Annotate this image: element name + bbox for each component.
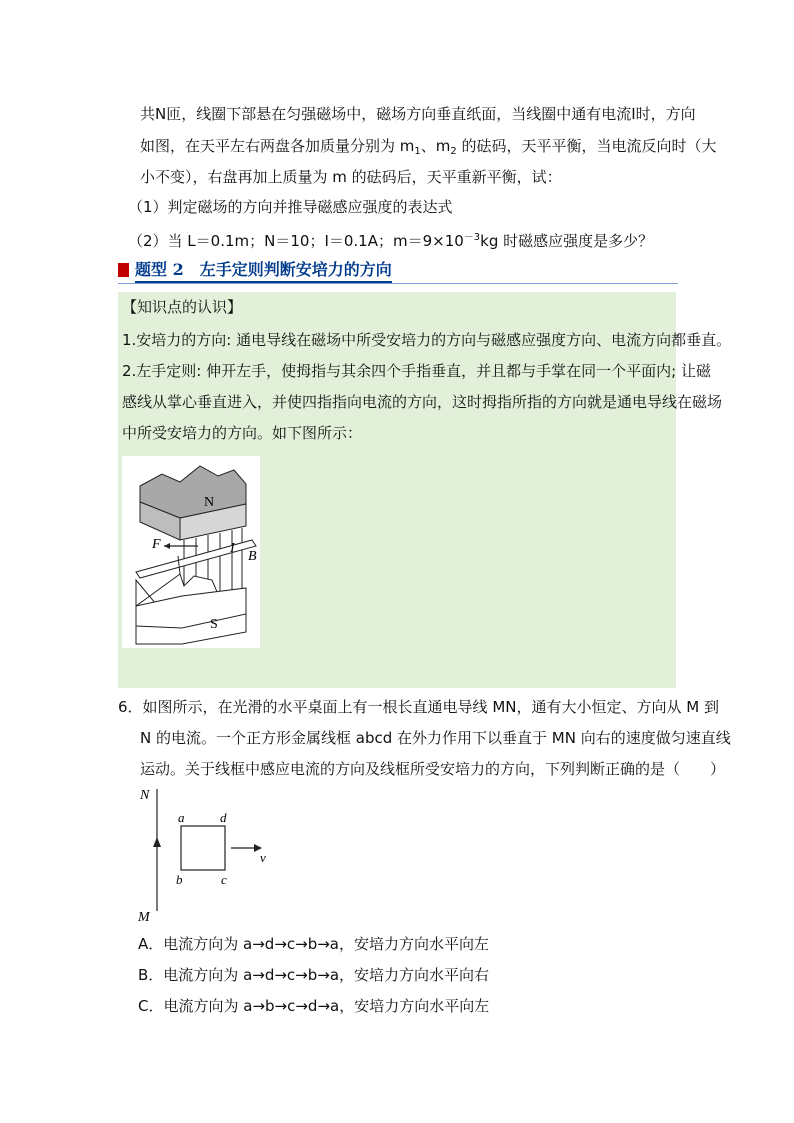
force-arrowhead-icon [164, 543, 170, 549]
knowledge-point-2b: 感线从掌心垂直进入，并使四指指向电流的方向，这时拇指所指的方向就是通电导线在磁场 [122, 393, 723, 411]
label-N: N [140, 788, 150, 803]
square-frame [181, 826, 225, 870]
label-I: I [230, 541, 235, 556]
option-label: C． [138, 997, 164, 1015]
q6-figure [134, 783, 284, 923]
label-c: c [221, 872, 227, 887]
label-S: S [210, 617, 218, 632]
knowledge-title: 【知识点的认识】 [122, 298, 243, 316]
option-label: A． [138, 935, 164, 953]
heading-marker-icon [118, 263, 129, 277]
text-span: 如图，在天平左右两盘各加质量分别为 m [140, 137, 415, 155]
problem-line-1: 共N匝，线圈下部悬在匀强磁场中，磁场方向垂直纸面，当线圈中通有电流I时，方向 [140, 105, 696, 123]
option-a[interactable] [138, 933, 489, 955]
text-span: kg 时磁感应强度是多少？ [480, 232, 654, 250]
knowledge-point-1: 1.安培力的方向: 通电导线在磁场中所受安培力的方向与磁感应强度方向、电流方向都垂直。 [122, 331, 732, 349]
q6-line-2: N 的电流。一个正方形金属线框 abcd 在外力作用下以垂直于 MN 向右的速度做匀速直线 [140, 729, 731, 747]
option-c[interactable] [138, 995, 489, 1017]
label-v: v [260, 850, 266, 865]
subscript-2: 2 [450, 146, 457, 157]
label-B: B [248, 549, 257, 564]
section-title: 题型 2 左手定则判断安培力的方向 [135, 257, 392, 283]
option-text: 电流方向为 a→d→c→b→a，安培力方向水平向左 [163, 935, 489, 953]
option-b[interactable] [138, 964, 489, 986]
option-text: 电流方向为 a→d→c→b→a，安培力方向水平向右 [163, 966, 490, 984]
text-span: （2）当 L＝0.1m；N＝10；I＝0.1A；m＝9×10 [128, 232, 464, 250]
q6-line-3: 运动。关于线框中感应电流的方向及线框所受安培力的方向，下列判断正确的是（ ） [140, 760, 726, 778]
text-span: 、m [420, 137, 451, 155]
knowledge-point-2c: 中所受安培力的方向。如下图所示： [122, 424, 363, 442]
knowledge-box [118, 292, 732, 688]
sub-question-1: （1）判定磁场的方向并推导磁感应强度的表达式 [128, 198, 453, 216]
option-text: 电流方向为 a→b→c→d→a，安培力方向水平向左 [163, 997, 490, 1015]
sub-question-2 [128, 227, 653, 252]
problem-line-2 [140, 135, 717, 163]
option-label: B． [138, 966, 164, 984]
section-heading [118, 258, 392, 282]
text-span: 的砝码，天平平衡，当电流反向时（大 [456, 137, 717, 155]
label-F: F [152, 537, 161, 552]
label-M: M [138, 910, 150, 923]
q6-line-1: 6．如图所示，在光滑的水平桌面上有一根长直通电导线 MN，通有大小恒定、方向从 M 到 [118, 698, 719, 716]
q6-diagram [134, 783, 284, 923]
label-b: b [176, 872, 183, 887]
left-hand-rule-figure [122, 456, 260, 648]
subscript-1: 1 [414, 146, 421, 157]
heading-divider [118, 283, 678, 284]
superscript: －3 [463, 232, 481, 243]
current-arrow-icon [153, 837, 161, 847]
knowledge-point-2a: 2.左手定则: 伸开左手，使拇指与其余四个手指垂直，并且都与手掌在同一个平面内; 让磁 [122, 362, 711, 380]
left-hand-rule-diagram [122, 456, 260, 648]
label-a: a [178, 810, 185, 825]
label-d: d [220, 810, 227, 825]
problem-line-3: 小不变），右盘再加上质量为 m 的砝码后，天平重新平衡，试： [140, 168, 562, 186]
label-N: N [204, 495, 215, 510]
